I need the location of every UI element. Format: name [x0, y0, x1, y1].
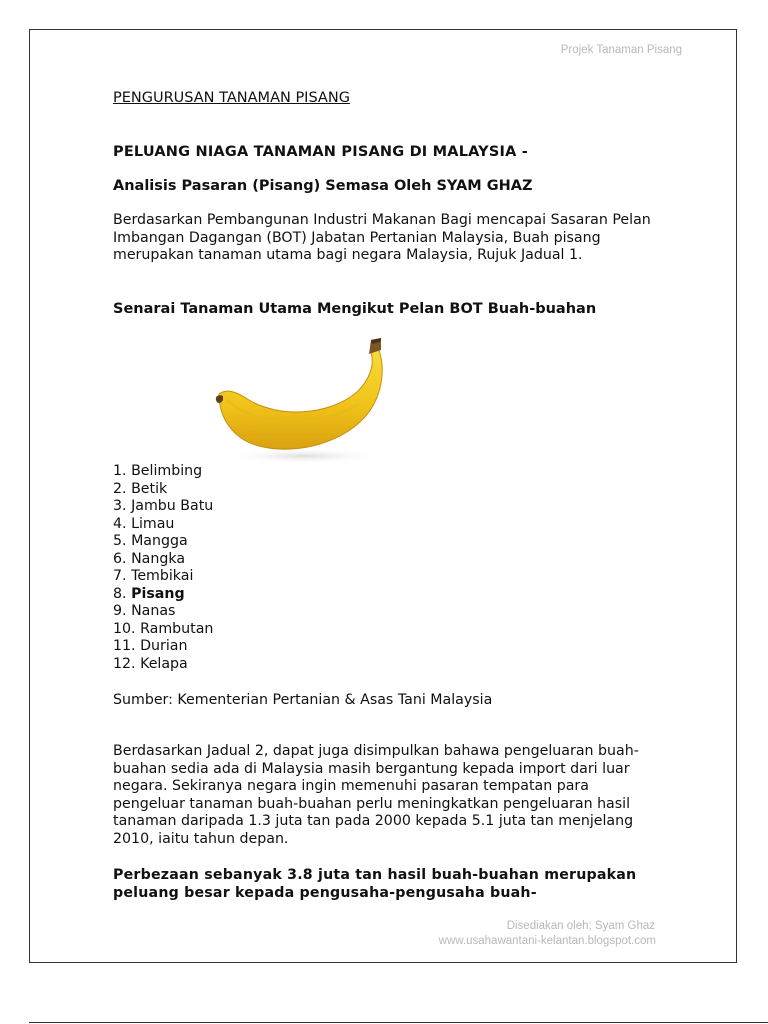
analysis-paragraph: Berdasarkan Jadual 2, dapat juga disimpulkan bahawa pengeluaran buah-buahan sedia ada di Malaysia masih bergantung kepada import dari luar negara. Sekiranya negara ingin memenuhi pasaran tempatan para pengeluar tanaman buah-buahan perlu meningkatkan pengeluaran hasil tanaman daripada 1.3 juta tan pada 2000 kepada 5.1 juta tan menjelang 2010, iaitu tahun depan.	[113, 743, 639, 847]
list-item: 9. Nanas	[113, 603, 176, 619]
list-item: 1. Belimbing	[113, 463, 203, 479]
list-item: 3. Jambu Batu	[113, 498, 214, 514]
fruit-list	[113, 463, 213, 673]
list-item: 5. Mangga	[113, 533, 188, 549]
list-item: 8. Pisang	[113, 585, 185, 602]
next-page-edge	[29, 1022, 768, 1023]
list-item: 11. Durian	[113, 638, 188, 654]
banana-image	[209, 338, 399, 468]
highlight-paragraph: Perbezaan sebanyak 3.8 juta tan hasil buah-buahan merupakan peluang besar kepada pengusaha-pengusaha buah-	[113, 867, 637, 901]
analysis-heading: Analisis Pasaran (Pisang) Semasa Oleh SYAM GHAZ	[113, 178, 533, 194]
list-item: 7. Tembikai	[113, 568, 194, 584]
list-item: 2. Betik	[113, 480, 168, 497]
document-title: PENGURUSAN TANAMAN PISANG	[113, 90, 350, 106]
list-item: 10. Rambutan	[113, 620, 214, 637]
crop-list-heading: Senarai Tanaman Utama Mengikut Pelan BOT Buah-buahan	[113, 301, 597, 317]
footer-website: www.usahawantani-kelantan.blogspot.com	[438, 935, 656, 947]
opportunity-heading: PELUANG NIAGA TANAMAN PISANG DI MALAYSIA -	[113, 144, 528, 160]
running-header: Projek Tanaman Pisang	[560, 44, 682, 56]
source-citation: Sumber: Kementerian Pertanian & Asas Tani Malaysia	[113, 692, 493, 708]
list-item: 12. Kelapa	[113, 655, 188, 672]
footer-author: Disediakan oleh; Syam Ghaz	[506, 920, 655, 932]
list-item: 6. Nangka	[113, 550, 186, 567]
list-item: 4. Limau	[113, 515, 175, 532]
intro-paragraph: Berdasarkan Pembangunan Industri Makanan Bagi mencapai Sasaran Pelan Imbangan Dagangan (BOT) Jabatan Pertanian Malaysia, Buah pisang merupakan tanaman utama bagi negara Malaysia, Rujuk Jadual 1.	[113, 212, 651, 263]
